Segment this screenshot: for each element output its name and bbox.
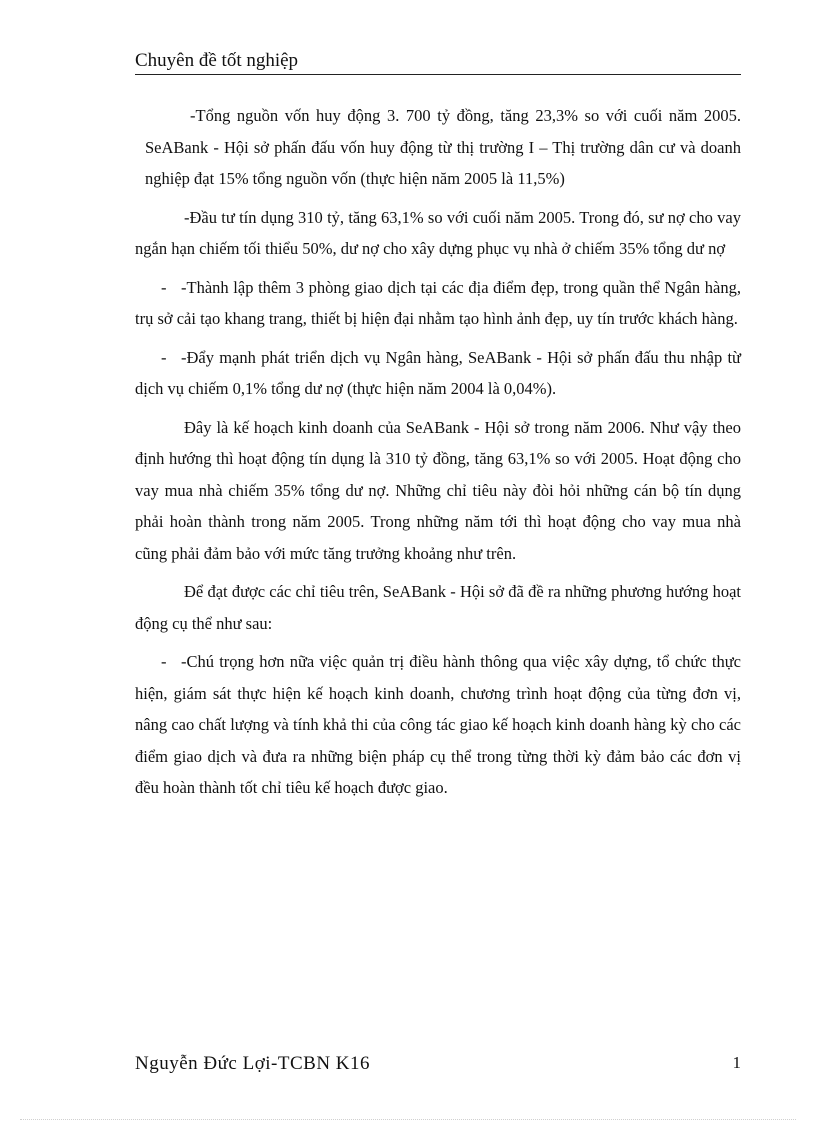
- paragraph-text: Để đạt được các chỉ tiêu trên, SeABank - Hội sở đã đề ra những phương hướng hoạt động cụ thể như sau:: [135, 582, 741, 633]
- paragraph-text: Đây là kế hoạch kinh doanh của SeABank - Hội sở trong năm 2006. Như vậy theo định hướng thì hoạt động tín dụng là 310 tỷ đồng, tăng 63,1% so với 2005. Hoạt động cho vay mua nhà chiếm 35% tổng dư nợ. Những chỉ tiêu này đòi hỏi những cán bộ tín dụng phải hoàn thành trong năm 2005. Trong những năm tới thì hoạt động cho vay mua nhà cũng phải đảm bảo với mức tăng trưởng khoảng như trên.: [135, 417, 741, 563]
- paragraph-service-development: [135, 342, 741, 405]
- paragraph-directions: [135, 576, 741, 639]
- paragraph-credit-investment: [135, 202, 741, 265]
- paragraph-new-branches: [135, 272, 741, 335]
- bullet-dash: -: [161, 277, 167, 297]
- bullet-dash: -: [161, 347, 167, 367]
- paragraph-total-capital: [135, 100, 741, 195]
- paragraph-text: -Thành lập thêm 3 phòng giao dịch tại các địa điểm đẹp, trong quần thể Ngân hàng, trụ sở cải tạo khang trang, thiết bị hiện đại nhằm tạo hình ảnh đẹp, uy tín trước khách hàng.: [135, 277, 741, 328]
- page-bottom-edge: [20, 1119, 796, 1120]
- paragraph-text: -Đầu tư tín dụng 310 tỷ, tăng 63,1% so với cuối năm 2005. Trong đó, sư nợ cho vay ngắn hạn chiếm tối thiểu 50%, dư nợ cho xây dựng phục vụ nhà ở chiếm 35% tổng dư nợ: [135, 207, 741, 258]
- page-header: [135, 48, 741, 75]
- paragraph-business-plan: [135, 412, 741, 570]
- header-title: Chuyên đề tốt nghiệp: [135, 50, 299, 71]
- paragraph-text: -Tổng nguồn vốn huy động 3. 700 tỷ đồng, tăng 23,3% so với cuối năm 2005. SeABank - Hội sở phấn đấu vốn huy động từ thị trường I – Thị trường dân cư và doanh nghiệp đạt 15% tổng nguồn vốn (thực hiện năm 2005 là 11,5%): [145, 106, 741, 188]
- paragraph-text: -Chú trọng hơn nữa việc quản trị điều hành thông qua việc xây dựng, tổ chức thực hiện, giám sát thực hiện kế hoạch kinh doanh, chương trình hoạt động của từng đơn vị, nâng cao chất lượng và tính khả thi của công tác giao kế hoạch kinh doanh hàng kỳ cho các điểm giao dịch và đưa ra những biện pháp cụ thể trong từng thời kỳ đảm bảo các đơn vị đều hoàn thành tốt chỉ tiêu kế hoạch được giao.: [135, 652, 741, 797]
- paragraph-management-focus: [135, 646, 741, 804]
- document-body: [135, 100, 741, 811]
- paragraph-text: -Đẩy mạnh phát triển dịch vụ Ngân hàng, SeABank - Hội sở phấn đấu thu nhập từ dịch vụ chiếm 0,1% tổng dư nợ (thực hiện năm 2004 là 0,04%).: [135, 347, 741, 398]
- footer-author: Nguyễn Đức Lợi-TCBN K16: [135, 1053, 371, 1074]
- page-footer: [135, 1050, 741, 1078]
- page-number: 1: [732, 1053, 741, 1072]
- bullet-dash: -: [161, 652, 167, 671]
